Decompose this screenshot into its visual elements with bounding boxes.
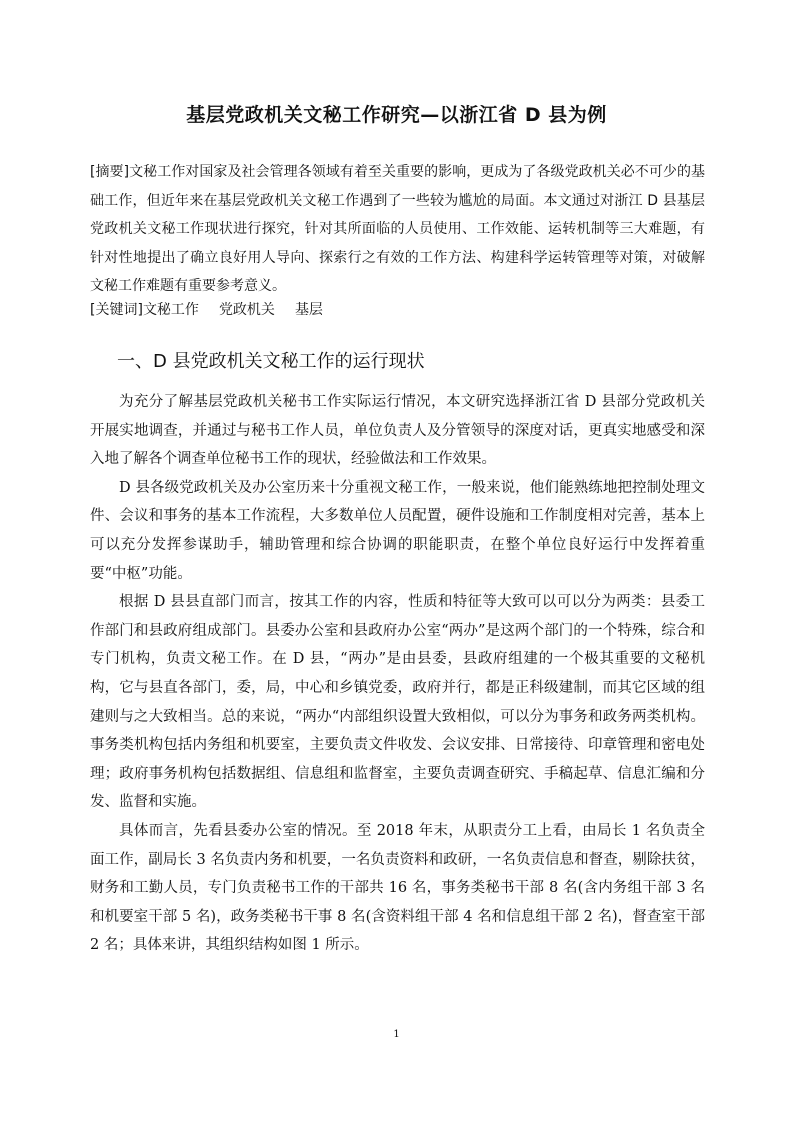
paragraph: 具体而言，先看县委办公室的情况。至 2018 年末，从职责分工上看，由局长 1 名负责全面工作，副局长 3 名负责内务和机要，一名负责资料和政研，一名负责信息和督查，剔除扶贫，财务和工勤人员，专门负责秘书工作的干部共 16 名，事务类秘书干部 8 名(含内务组干部 3 名和机要室干部 5 名)，政务类秘书干事 8 名(含资料组干部 4 名和信息组干部 2 名)，督查室干部 2 名；具体来讲，其组织结构如图 1 所示。 — [90, 822, 705, 954]
abstract-label: [摘要] — [90, 164, 130, 180]
document-title: 基层党政机关文秘工作研究—以浙江省 D 县为例 — [186, 104, 607, 126]
keywords — [90, 296, 705, 324]
keywords-label: [关键词] — [90, 302, 143, 318]
keyword: 基层 — [294, 302, 323, 318]
section-heading: 一、D 县党政机关文秘工作的运行现状 — [117, 351, 425, 372]
page-number: 1 — [393, 1029, 400, 1040]
abstract-text: 文秘工作对国家及社会管理各领域有着至关重要的影响，更成为了各级党政机关必不可少的基础工作，但近年来在基层党政机关文秘工作遇到了一些较为尴尬的局面。本文通过对浙江 D 县基层党政机关文秘工作现状进行探究，针对其所面临的人员使用、工作效能、运转机制等三大难题，有针对性地提出了确立良好用人导向、探索行之有效的工作方法、构建科学运转管理等对策，对破解文秘工作难题有重要参考意义。 — [90, 164, 705, 294]
keyword: 党政机关 — [218, 302, 275, 318]
keyword: 文秘工作 — [142, 302, 199, 318]
paragraph: D 县各级党政机关及办公室历来十分重视文秘工作，一般来说，他们能熟练地把控制处理文件、会议和事务的基本工作流程，大多数单位人员配置，硬件设施和工作制度相对完善，基本上可以充分发挥参谋助手，辅助管理和综合协调的职能职责，在整个单位良好运行中发挥着重要“中枢”功能。 — [90, 479, 705, 582]
abstract — [90, 158, 705, 301]
paragraph: 为充分了解基层党政机关秘书工作实际运行情况，本文研究选择浙江省 D 县部分党政机关开展实地调查，并通过与秘书工作人员，单位负责人及分管领导的深度对话，更真实地感受和深入地了解各个调查单位秘书工作的现状，经验做法和工作效果。 — [90, 394, 705, 468]
paragraph: 根据 D 县县直部门而言，按其工作的内容，性质和特征等大致可以可以分为两类：县委工作部门和县政府组成部门。县委办公室和县政府办公室“两办”是这两个部门的一个特殊，综合和专门机构，负责文秘工作。在 D 县，“两办”是由县委，县政府组建的一个极其重要的文秘机构，它与县直各部门，委，局，中心和乡镇党委，政府并行，都是正科级建制，而其它区域的组建则与之大致相当。总的来说，“两办“内部组织设置大致相似，可以分为事务和政务两类机构。事务类机构包括内务组和机要室，主要负责文件收发、会议安排、日常接待、印章管理和密电处理；政府事务机构包括数据组、信息组和监督室，主要负责调查研究、手稿起草、信息汇编和分发、监督和实施。 — [90, 594, 705, 811]
section-body — [90, 388, 705, 960]
